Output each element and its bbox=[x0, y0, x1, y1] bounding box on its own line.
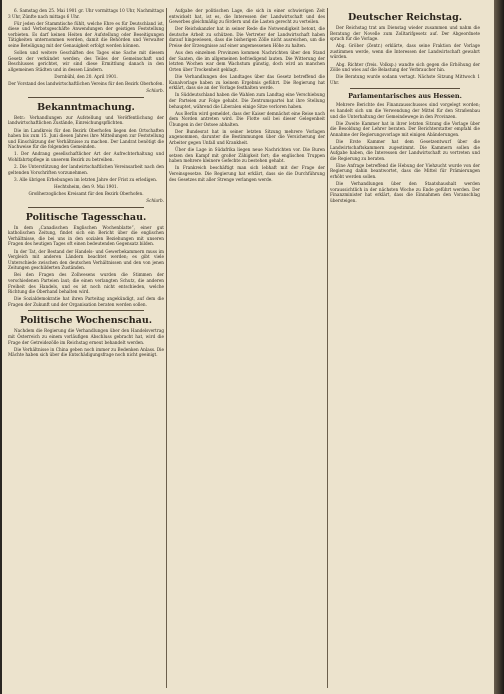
paragraph: Die Verhältnisse in China geben noch immer zu Bedenken Anlass. Die Mächte haben sich über die Entschädigungsfrage noch nicht geeinigt. bbox=[8, 346, 164, 358]
paragraph: In Süddeutschland haben die Wahlen zum Landtag eine Verschiebung der Parteien zur Folge gehabt. Die Zentrumspartei hat ihre Stellung behauptet, während die Liberalen einige Sitze verloren haben. bbox=[169, 92, 325, 109]
column-middle bbox=[169, 8, 325, 688]
paragraph: Aus Berlin wird gemeldet, dass der Kaiser demnächst eine Reise nach dem Norden antreten wird. Die Flotte soll bei dieser Gelegenheit Übungen in der Ostsee abhalten. bbox=[169, 110, 325, 127]
paragraph: Abg. Richter (freis. Volksp.) wandte sich gegen die Erhöhung der Zölle und wies auf die Belastung der Verbraucher hin. bbox=[330, 61, 480, 73]
heading-parlamentarisches-hessen: Parlamentarisches aus Hessen. bbox=[348, 92, 462, 101]
paragraph: Aufgabe der politischen Lage, die sich in einer schwierigen Zeit entwickelt hat, ist es, die Interessen der Landwirtschaft und des Gewerbes gleichmäßig zu fördern und die Lasten gerecht zu verteilen. bbox=[169, 8, 325, 25]
paragraph: Bei den Fragen des Zollwesens wurden die Stimmen der verschiedenen Parteien laut; die einen verlangten Schutz, die anderen Freiheit des Handels, und es ist noch nicht entschieden, welche Richtung die Oberhand behalten wird. bbox=[8, 272, 164, 295]
place-date: Dornbühl, den 20. April 1901. bbox=[54, 74, 118, 80]
paragraph: Für jeden der Stammtische fühlt, welche Ehre es für Deutschland ist, diese und Verbotsgeschäfte Anwendungen der geistigen Feststellung verbieten. Es darf keinen Heiten der Aufstellung oder Beseitigungen Tätigkeiten unternommen werden, damit die Behörden und Verwalter seine Beteiligung mit der Genauigkeit erfolgt werden können. bbox=[8, 20, 164, 49]
heading-politische-tagesschau: Politische Tagesschau. bbox=[25, 211, 147, 223]
heading-politische-wochenschau: Politische Wochenschau. bbox=[19, 315, 153, 327]
paragraph: Die Sozialdemokratie hat ihren Parteitag angekündigt, auf dem die Fragen der Zukunft und der Organisation beraten werden sollen. bbox=[8, 296, 164, 307]
paragraph: Der Bundesrat hat in seiner letzten Sitzung mehrere Vorlagen angenommen, darunter die Bestimmungen über die Versicherung der Arbeiter gegen Unfall und Krankheit. bbox=[169, 128, 325, 146]
paragraph: Eine Anfrage betreffend die Hebung der Viehzucht wurde von der Regierung dahin beantwortet, dass die Mittel für Prämierungen erhöht werden sollen. bbox=[330, 162, 480, 180]
paragraph: Nachdem die Regierung die Verhandlungen über den Handelsvertrag mit Österreich zu einem vorläufigen Abschluss gebracht hat, wird die Frage der Getreidezölle im Reichstag erneut behandelt werden. bbox=[8, 328, 164, 345]
paragraph: Über die Lage in Südafrika liegen neue Nachrichten vor. Die Buren setzen den Kampf mit großer Zähigkeit fort; die englischen Truppen haben mehrere kleinere Gefechte zu bestehen gehabt. bbox=[169, 147, 325, 164]
paragraph: In dem „Canadischen Englischen Wochenblatte“, einer gut katholischen Zeitung, findet sich ein Bericht über die englischen Verhältnisse, die bei uns in den sozialen Beziehungen mit unseren Fragen des heutigen Tages oft einen bedeutenden Gegensatz bilden. bbox=[8, 224, 164, 247]
divider bbox=[28, 207, 144, 208]
paragraph: Die im Landkreis für den Bezirk Oberhofen liegen den Ortschaften haben bis zum 15. Juni diesen Jahres ihre Mitteilungen zur Feststellung und Einschätzung der Verhältnisse zu machen. Der Landrat benötigt die Nachweise für die folgenden Gemeinden. bbox=[8, 127, 164, 150]
paragraph: Die Verhandlungen über den Staatshaushalt werden voraussichtlich in der nächsten Woche zu Ende geführt werden. Der Finanzminister hat erklärt, dass die Einnahmen den Voranschlag übersteigen. bbox=[330, 181, 480, 203]
paragraph: Der Reichskanzler hat in seiner Rede die Notwendigkeit betont, die deutsche Arbeit zu schützen. Die Vertreter der Landwirtschaft haben darauf hingewiesen, dass die bisherigen Zölle nicht ausreichen, um die Preise der Erzeugnisse auf einer angemessenen Höhe zu halten. bbox=[169, 26, 325, 49]
column-rule bbox=[327, 8, 328, 688]
heading-bekanntmachung: Bekanntmachung. bbox=[37, 101, 135, 113]
paragraph: 2. Die Unterstützung der landwirtschaftlichen Vereinsarbeit nach den geltenden Vorschriften vorzunehmen. bbox=[8, 164, 164, 175]
newspaper-page bbox=[2, 0, 494, 694]
paragraph: Abg. Gröber (Zentr.) erklärte, dass seine Fraktion der Vorlage zustimmen werde, wenn die Interessen der Landwirtschaft gewahrt würden. bbox=[330, 43, 480, 60]
paragraph: 3. Alle übrigen Erhebungen im letzten Jahre der Frist zu erledigen. bbox=[14, 176, 158, 182]
divider bbox=[28, 310, 144, 311]
office-line: Der Vorstand des landwirtschaftlichen Vereins für den Bezirk Oberhofen. bbox=[8, 81, 164, 87]
signature: Schlarb. bbox=[146, 88, 164, 94]
column-right bbox=[330, 8, 480, 688]
paragraph: Sollen und weitere Geschäften des Tages eine Sache mit diesem Gesetz der verkündet werden; des Teiles der Gemeinschaft und Beschlusses gerichtet, wir sind diese Ermittlung danach in den allgemeinen Städten und in dessen Ländern. bbox=[8, 50, 164, 72]
column-left bbox=[8, 8, 164, 688]
paragraph: Die Verhandlungen des Landtages über das Gesetz betreffend die Kanalvorlage haben zu keinem Ergebnis geführt. Die Regierung hat erklärt, dass sie an der Vorlage festhalten werde. bbox=[169, 74, 325, 91]
paragraph: Mehrere Berichte des Finanzausschusses sind vorgelegt worden; es handelt sich um die Verwendung der Mittel für den Straßenbau und die Unterhaltung der Gemeindewege in den Provinzen. bbox=[330, 102, 480, 119]
divider bbox=[28, 97, 144, 98]
paragraph: In der Tat, der Bestand der Handels- und Gewerbekammern muss im Vergleich mit anderen Ländern beachtet werden; es gibt viele Unterschiede zwischen den deutschen Verhältnissen und den von jenen Zeitungen geschilderten Zuständen. bbox=[8, 248, 164, 271]
paragraph: 6. Samstag den 25. Mai 1901 gr. Uhr vormittags 10 Uhr, Nachmittags 3 Uhr, Zünfte nach mittags 6 Uhr. bbox=[8, 8, 164, 19]
office-line: Großherzogliches Kreisamt für den Bezirk Oberhofen. bbox=[28, 190, 144, 196]
paragraph: In Frankreich beschäftigt man sich lebhaft mit der Frage der Vereinsgesetze. Die Regierung hat erklärt, dass sie die Durchführung des Gesetzes mit aller Strenge verlangen werde. bbox=[169, 165, 325, 182]
column-rule bbox=[166, 8, 167, 688]
paragraph: 1. Der Andrang gesellschaftlicher Art der Aufrechterhaltung und Wohlfahrtspflege in unserem Bezirk zu betreiben. bbox=[8, 151, 164, 162]
place-date: Hechtsheim, den 9. Mai 1901. bbox=[53, 183, 119, 189]
paragraph: Aus den einzelnen Provinzen kommen Nachrichten über den Stand der Saaten, die im allgemeinen befriedigend lauten. Die Witterung der letzten Wochen war dem Wachstum günstig, doch wird an manchen Orten über Trockenheit geklagt. bbox=[169, 50, 325, 72]
paragraph: Die Zweite Kammer hat in ihrer letzten Sitzung die Vorlage über die Besoldung der Lehrer beraten. Der Berichterstatter empfahl die Annahme der Regierungsvorlage mit einigen Abänderungen. bbox=[330, 120, 480, 137]
book-binding-edge bbox=[494, 0, 504, 694]
signature: Schlarb. bbox=[146, 198, 164, 204]
divider bbox=[350, 88, 460, 89]
paragraph: Die Beratung wurde sodann vertagt. Nächste Sitzung Mittwoch 1 Uhr. bbox=[330, 74, 480, 85]
heading-deutscher-reichstag: Deutscher Reichstag. bbox=[347, 12, 463, 23]
paragraph: Betr.: Verhandlungen zur Aufstellung und Veröffentlichung der landwirtschaftlichen Zustände, Einreichungspflichten. bbox=[8, 114, 164, 126]
paragraph: Der Reichstag trat am Dienstag wieder zusammen und nahm die Beratung der Novelle zum Zolltarifgesetz auf. Der Abgeordnete sprach für die Vorlage. bbox=[330, 25, 480, 42]
paragraph: Die Erste Kammer hat dem Gesetzentwurf über die Landwirtschaftskammern zugestimmt. Die Kammern sollen die Aufgabe haben, die Interessen der Landwirtschaft zu vertreten und die Regierung zu beraten. bbox=[330, 139, 480, 161]
